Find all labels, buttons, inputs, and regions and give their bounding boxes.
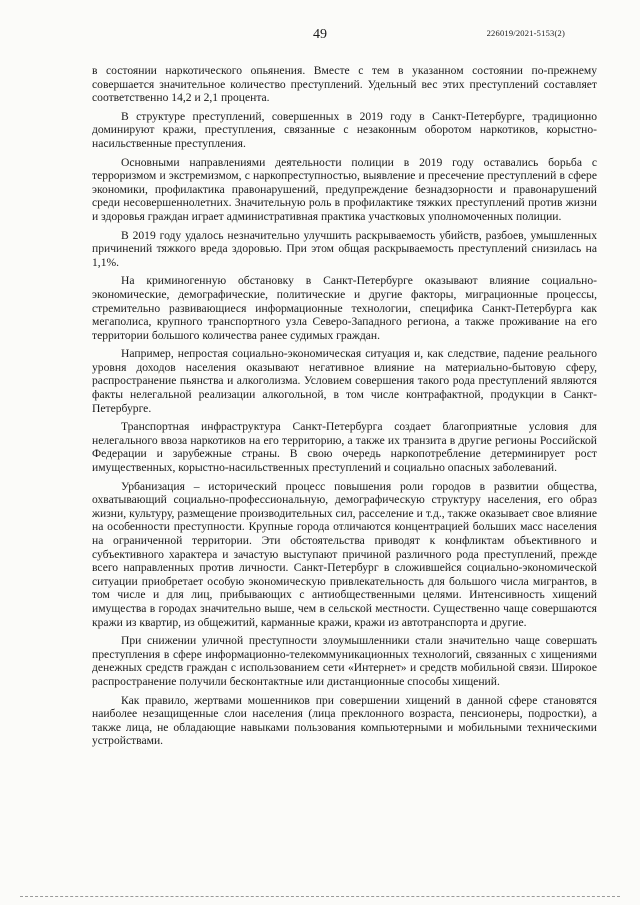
paragraph: Основными направлениями деятельности полиции в 2019 году оставались борьба с терроризмом и экстремизмом, с наркопреступностью, выявление и пресечение преступлений в сфере экономики, профилактика правонарушений, предупреждение безнадзорности и правонарушений среди несовершеннолетних. Значительную роль в профилактике тяжких преступлений против жизни и здоровья граждан играет административная практика участковых уполномоченных полиции. <box>92 155 597 223</box>
paragraph: в состоянии наркотического опьянения. Вместе с тем в указанном состоянии по-прежнему совершается значительное количество преступлений. Удельный вес этих преступлений составляет соответственно 14,2 и 2,1 процента. <box>92 64 597 105</box>
paragraph: При снижении уличной преступности злоумышленники стали значительно чаще совершать преступления в сфере информационно-телекоммуникационных технологий, связанных с хищениями денежных средств граждан с использованием сети «Интернет» и средств мобильной связи. Широкое распространение получили бесконтактные или дистанционные способы хищений. <box>92 634 597 688</box>
page-number: 49 <box>313 27 327 42</box>
paragraph: В 2019 году удалось незначительно улучшить раскрываемость убийств, разбоев, умышленных причинений тяжкого вреда здоровью. При этом общая раскрываемость преступлений снизилась на 1,1%. <box>92 228 597 269</box>
paragraph: Транспортная инфраструктура Санкт-Петербурга создает благоприятные условия для нелегального ввоза наркотиков на его территорию, а также их транзита в другие регионы Российской Федерации и зарубежные страны. В свою очередь наркопотребление детерминирует рост имущественных, корыстно-насильственных преступлений и социально опасных заболеваний. <box>92 420 597 475</box>
paragraph: В структуре преступлений, совершенных в 2019 году в Санкт-Петербурге, традиционно доминируют кражи, преступления, связанные с незаконным оборотом наркотиков, корыстно-насильственные преступления. <box>92 109 597 150</box>
paragraph: На криминогенную обстановку в Санкт-Петербурге оказывают влияние социально-экономические, демографические, политические и другие факторы, миграционные процессы, стремительно развивающиеся информационные технологии, специфика Санкт-Петербурга как мегаполиса, крупного транспортного узла Северо-Западного региона, а также проживание на его территории большого количества ранее судимых граждан. <box>92 274 597 342</box>
paragraph: Урбанизация – исторический процесс повышения роли городов в развитии общества, охватывающий социально-профессиональную, демографическую структуру населения, его образ жизни, культуру, размещение производительных сил, расселение и т.д., также оказывает свое влияние на особенности преступности. Крупные города отличаются концентрацией больших масс населения на ограниченной территории. Эти обстоятельства приводят к конфликтам объективного и субъективного характера и зачастую выступают причиной различного рода преступлений, прежде всего направленных против личности. Санкт-Петербург в сложившейся социально-экономической ситуации приобретает особую экономическую привлекательность для большого числа мигрантов, в том числе и для лиц, прибывающих с антиобщественными целями. Интенсивность хищений имущества в городах значительно выше, чем в сельской местности. Существенно чаще совершаются кражи из квартир, из общежитий, карманные кражи, кражи из автотранспорта и другие. <box>92 479 597 629</box>
case-number: 226019/2021-5153(2) <box>486 28 565 38</box>
body-text <box>92 64 597 753</box>
footer-divider <box>20 896 620 897</box>
paragraph: Как правило, жертвами мошенников при совершении хищений в данной сфере становятся наиболее незащищенные слои населения (лица преклонного возраста, пенсионеры, подростки), а также лица, не обладающие навыками пользования компьютерными и мобильными техническими устройствами. <box>92 693 597 748</box>
paragraph: Например, непростая социально-экономическая ситуация и, как следствие, падение реального уровня доходов населения оказывают негативное влияние на материально-бытовую сферу, распространение пьянства и алкоголизма. Условием совершения такого рода преступлений являются факты нелегальной реализации алкогольной, в том числе контрафактной, продукции в Санкт-Петербурге. <box>92 347 597 415</box>
